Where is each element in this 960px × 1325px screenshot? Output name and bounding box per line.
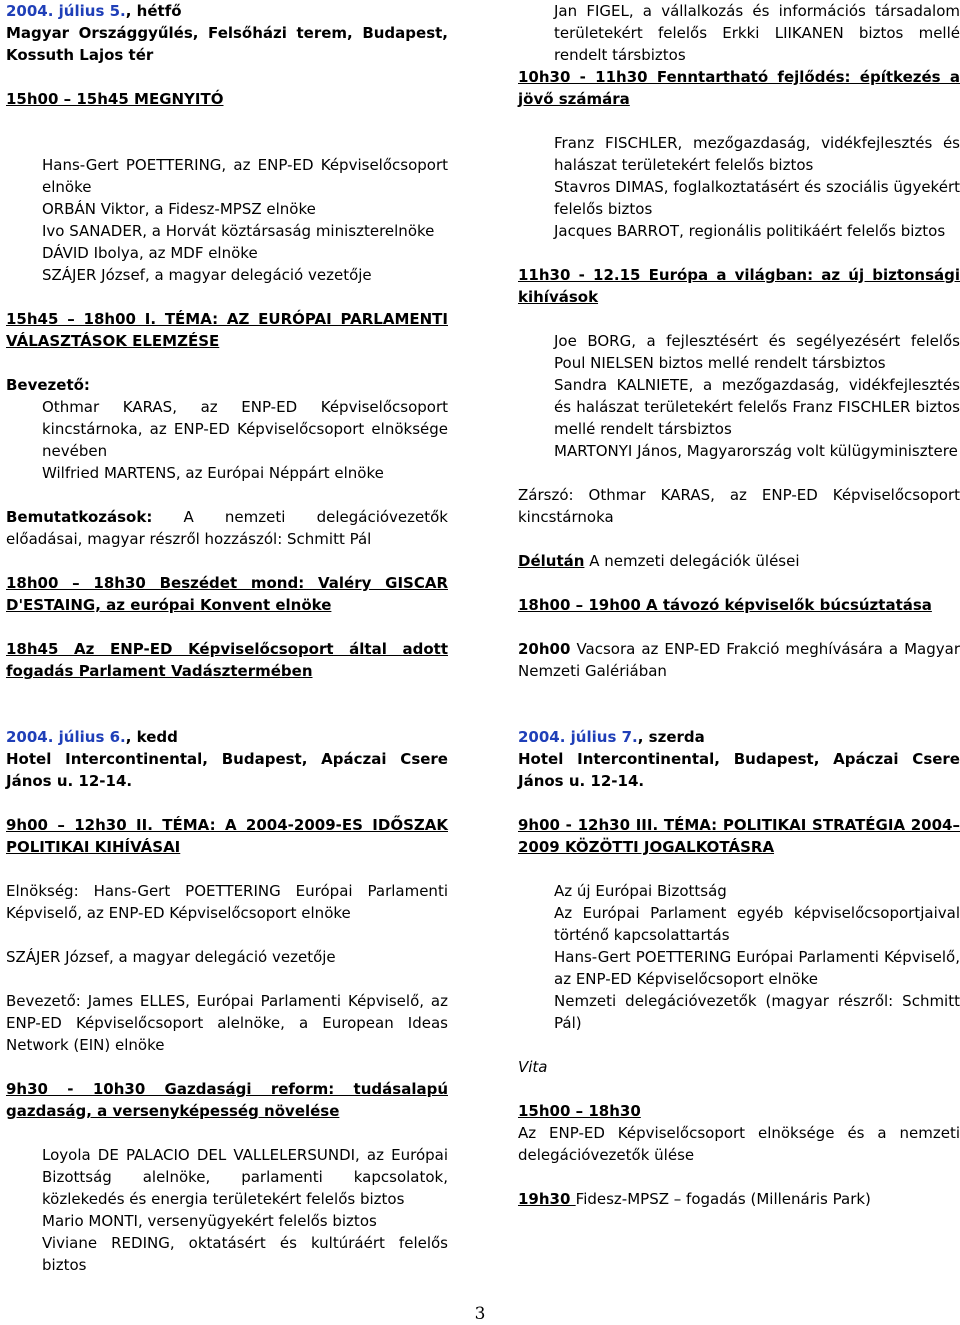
opening-title: 15h00 – 15h45 MEGNYITÓ	[6, 90, 224, 108]
day3-date: 2004. július 7.	[518, 728, 638, 746]
agenda-item: Az Európai Parlament egyéb képviselőcsoportjaival történő kapcsolattartás	[554, 904, 960, 944]
theme3-items	[518, 880, 960, 1034]
speaker-item: Hans-Gert POETTERING, az ENP-ED Képviselőcsoport elnöke	[42, 156, 448, 196]
speaker-item: ORBÁN Viktor, a Fidesz-MPSZ elnöke	[42, 200, 316, 218]
fidesz-time: 19h30	[518, 1190, 576, 1208]
presentations-text: A nemzeti delegációvezetők előadásai, magyar részről hozzászól: Schmitt Pál	[6, 508, 448, 548]
presentations-paragraph	[6, 506, 448, 550]
intro2-text: Bevezető: James ELLES, Európai Parlamenti Képviselő, az ENP-ED Képviselőcsoport alelnöke, a European Ideas Network (EIN) elnöke	[6, 992, 448, 1054]
day1-date: 2004. július 5.	[6, 2, 126, 20]
dinner-text: Vacsora az ENP-ED Frakció meghívására a Magyar Nemzeti Galériában	[518, 640, 960, 680]
day2-venue: Hotel Intercontinental, Budapest, Apáczai Csere János u. 12-14.	[6, 750, 448, 790]
intro-label: Bevezető:	[6, 376, 90, 394]
economic-speakers	[6, 1144, 448, 1276]
speaker-item: Othmar KARAS, az ENP-ED Képviselőcsoport kincstárnoka, az ENP-ED Képviselőcsoport elnöksége nevében	[42, 398, 448, 460]
afternoon2-text: Az ENP-ED Képviselőcsoport elnöksége és a nemzeti delegációvezetők ülése	[518, 1124, 960, 1164]
theme1-title: 15h45 – 18h00 I. TÉMA: AZ EURÓPAI PARLAMENTI VÁLASZTÁSOK ELEMZÉSE	[6, 310, 448, 350]
speech-title: 18h00 – 18h30 Beszédet mond: Valéry GISCAR D'ESTAING, az európai Konvent elnöke	[6, 574, 448, 614]
europe-title: 11h30 - 12.15 Európa a világban: az új biztonsági kihívások	[518, 266, 960, 306]
szajer-text: SZÁJER József, a magyar delegáció vezetője	[6, 948, 336, 966]
vita-label: Vita	[518, 1058, 548, 1076]
left-column	[6, 0, 448, 1276]
afternoon-paragraph	[518, 550, 960, 572]
afternoon-text: A nemzeti delegációk ülései	[584, 552, 800, 570]
agenda-item: Hans-Gert POETTERING Európai Parlamenti Képviselő, az ENP-ED Képviselőcsoport elnöke	[554, 948, 960, 988]
afternoon2-title: 15h00 – 18h30	[518, 1102, 641, 1120]
economic-title: 9h30 - 10h30 Gazdasági reform: tudásalapú gazdaság, a versenyképesség növelése	[6, 1080, 448, 1120]
presidency-text: Elnökség: Hans-Gert POETTERING Európai Parlamenti Képviselő, az ENP-ED Képviselőcsoport elnöke	[6, 882, 448, 922]
theme2-title: 9h00 – 12h30 II. TÉMA: A 2004-2009-ES IDŐSZAK POLITIKAI KIHÍVÁSAI	[6, 816, 448, 856]
page-number: 3	[474, 1304, 486, 1324]
speaker-item: Viviane REDING, oktatásért és kultúráért felelős biztos	[42, 1234, 448, 1274]
speaker-item: Jacques BARROT, regionális politikáért felelős biztos	[554, 222, 946, 240]
speaker-item: Franz FISCHLER, mezőgazdaság, vidékfejlesztés és halászat területekért felelős biztos	[554, 134, 960, 174]
fidesz-paragraph	[518, 1188, 960, 1210]
intro-speakers	[6, 396, 448, 484]
speaker-item: Joe BORG, a fejlesztésért és segélyezésért felelős Poul NIELSEN biztos mellé rendelt társbiztos	[554, 332, 960, 372]
day2-date: 2004. július 6.	[6, 728, 126, 746]
speaker-item: Mario MONTI, versenyügyekért felelős biztos	[42, 1212, 377, 1230]
speaker-item: Loyola DE PALACIO DEL VALLELERSUNDI, az Európai Bizottság alelnöke, parlamenti kapcsolatok, közlekedés és energia területekért felelős biztos	[42, 1146, 448, 1208]
speaker-item: Sandra KALNIETE, a mezőgazdaság, vidékfejlesztés és halászat területekért felelős Franz FISCHLER biztos mellé rendelt társbiztos	[554, 376, 960, 438]
dinner-time: 20h00	[518, 640, 571, 658]
speaker-item: Jan FIGEL, a vállalkozás és információs társadalom területekért felelős Erkki LIIKANEN biztos mellé rendelt társbiztos	[554, 2, 960, 64]
speaker-item: SZÁJER József, a magyar delegáció vezetője	[42, 266, 372, 284]
afternoon-label: Délután	[518, 552, 585, 570]
speaker-item: MARTONYI János, Magyarország volt külügyminisztere	[554, 442, 958, 460]
fidesz-text: Fidesz-MPSZ – fogadás (Millenáris Park)	[575, 1190, 871, 1208]
right-column	[518, 0, 960, 1210]
day1-weekday: , hétfő	[125, 2, 182, 20]
farewell-title: 18h00 – 19h00 A távozó képviselők búcsúztatása	[518, 596, 932, 614]
presentations-label: Bemutatkozások:	[6, 508, 153, 526]
speaker-item: Wilfried MARTENS, az Európai Néppárt elnöke	[42, 464, 384, 482]
reception-title: 18h45 Az ENP-ED Képviselőcsoport által adott fogadás Parlament Vadásztermében	[6, 640, 448, 680]
speaker-item: DÁVID Ibolya, az MDF elnöke	[42, 244, 258, 262]
opening-speakers	[6, 154, 448, 286]
day1-heading	[6, 0, 448, 22]
dinner-paragraph	[518, 638, 960, 682]
day1-venue: Magyar Országgyűlés, Felsőházi terem, Budapest, Kossuth Lajos tér	[6, 24, 448, 64]
day2-weekday: , kedd	[125, 728, 178, 746]
sustainable-title: 10h30 - 11h30 Fenntartható fejlődés: építkezés a jövő számára	[518, 68, 960, 108]
day2-heading	[6, 726, 448, 748]
agenda-item: Nemzeti delegációvezetők (magyar részről: Schmitt Pál)	[554, 992, 960, 1032]
theme3-title: 9h00 - 12h30 III. TÉMA: POLITIKAI STRATÉGIA 2004–2009 KÖZÖTTI JOGALKOTÁSRA	[518, 816, 960, 856]
speaker-item: Ivo SANADER, a Horvát köztársaság miniszterelnöke	[42, 222, 435, 240]
day3-weekday: , szerda	[637, 728, 705, 746]
day3-heading	[518, 726, 960, 748]
agenda-item: Az új Európai Bizottság	[554, 882, 727, 900]
speaker-item: Stavros DIMAS, foglalkoztatásért és szociális ügyekért felelős biztos	[554, 178, 960, 218]
closing-text: Zárszó: Othmar KARAS, az ENP-ED Képviselőcsoport kincstárnoka	[518, 486, 960, 526]
day3-venue: Hotel Intercontinental, Budapest, Apáczai Csere János u. 12-14.	[518, 750, 960, 790]
figel-block	[518, 0, 960, 66]
sustainable-speakers	[518, 132, 960, 242]
europe-speakers	[518, 330, 960, 462]
